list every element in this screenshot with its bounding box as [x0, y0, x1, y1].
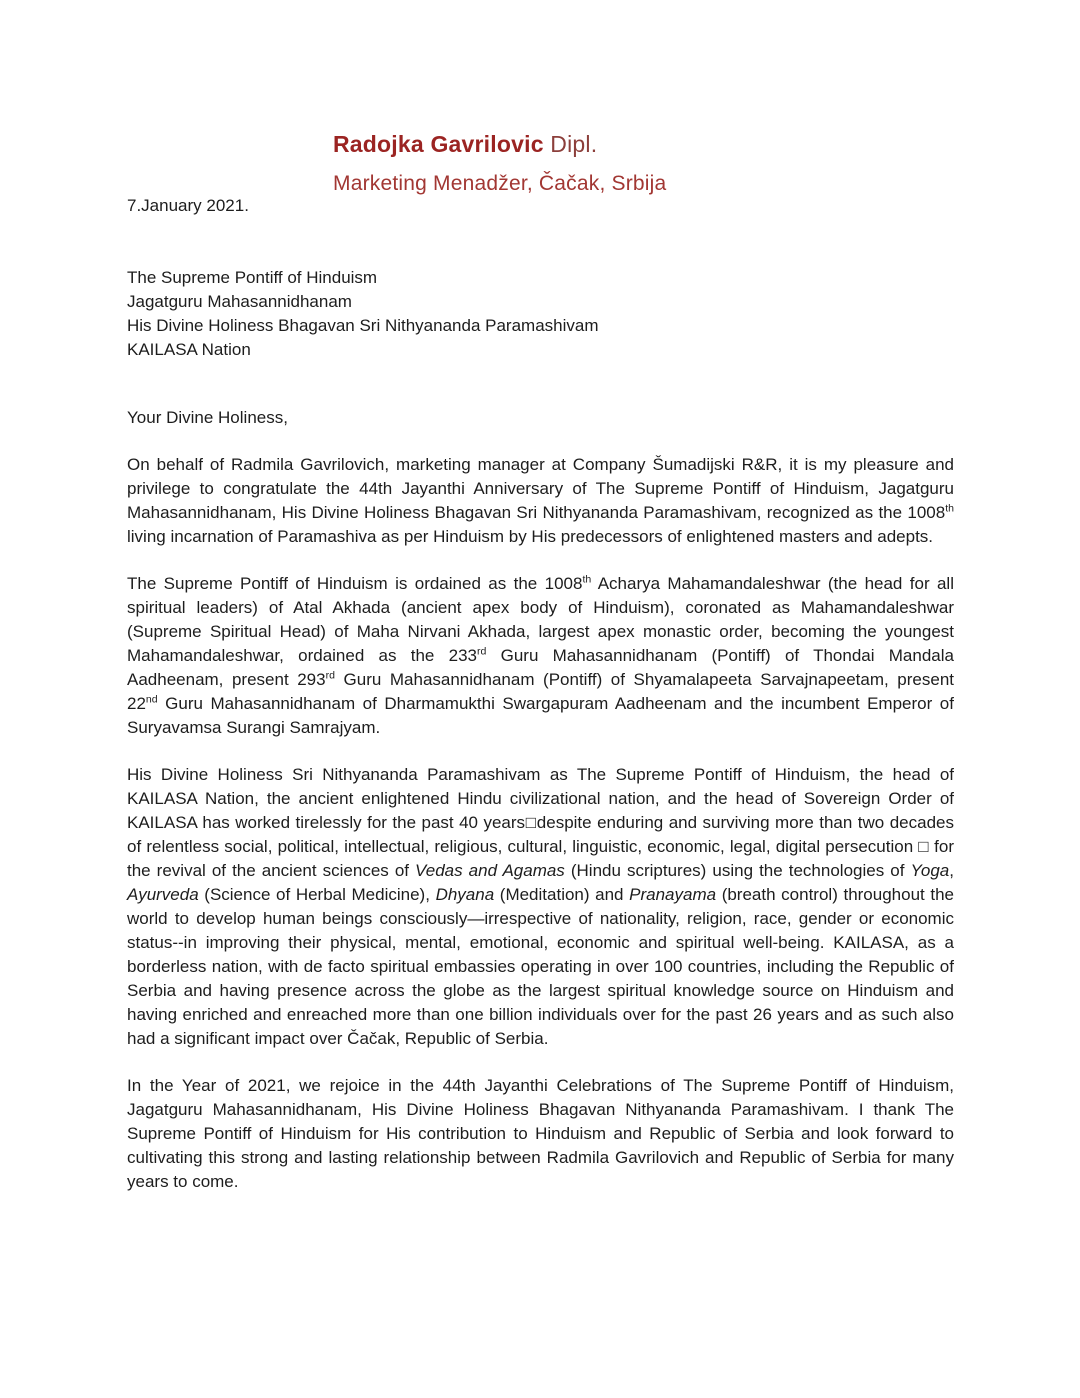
body-paragraph-3: His Divine Holiness Sri Nithyananda Paramashivam as The Supreme Pontiff of Hinduism, the head of KAILASA Nation, the ancient enlightened Hindu civilizational nation, and the head of Sovereign Order of KAILASA has worked tirelessly for the past 40 years□despite enduring and surviving more than two decades of relentless social, political, intellectual, religious, cultural, linguistic, economic, legal, digital persecution □ for the revival of the ancient sciences of Vedas and Agamas (Hindu scriptures) using the technologies of Yoga, Ayurveda (Science of Herbal Medicine), Dhyana (Meditation) and Pranayama (breath control) throughout the world to develop human beings consciously—irrespective of nationality, religion, race, gender or economic status--in improving their physical, mental, emotional, economic and spiritual well-being. KAILASA, as a borderless nation, with de facto spiritual embassies operating in over 100 countries, including the Republic of Serbia and having presence across the globe as the largest spiritual knowledge source on Hinduism and having enriched and enreached more than one billion individuals over for the past 26 years and as such also had a significant impact over Čačak, Republic of Serbia.: [127, 765, 954, 1048]
body-paragraph-2: The Supreme Pontiff of Hinduism is ordained as the 1008th Acharya Mahamandaleshwar (the head for all spiritual leaders) of Atal Akhada (ancient apex body of Hinduism), coronated as Mahamandaleshwar (Supreme Spiritual Head) of Maha Nirvani Akhada, largest apex monastic order, becoming the youngest Mahamandaleshwar, ordained as the 233rd Guru Mahasannidhanam (Pontiff) of Thondai Mandala Aadheenam, present 293rd Guru Mahasannidhanam (Pontiff) of Shyamalapeeta Sarvajnapeetam, present 22nd Guru Mahasannidhanam of Dharmamukthi Swargapuram Aadheenam and the incumbent Emperor of Suryavamsa Surangi Samrajyam.: [127, 573, 955, 737]
recipient-line: The Supreme Pontiff of Hinduism: [127, 268, 378, 287]
salutation: Your Divine Holiness,: [127, 408, 288, 427]
body-paragraph-1: On behalf of Radmila Gavrilovich, marketing manager at Company Šumadijski R&R, it is my pleasure and privilege to congratulate the 44th Jayanthi Anniversary of The Supreme Pontiff of Hinduism, Jagatguru Mahasannidhanam, His Divine Holiness Bhagavan Sri Nithyananda Paramashivam, recognized as the 1008th living incarnation of Paramashiva as per Hinduism by His predecessors of enlightened masters and adepts.: [127, 455, 954, 546]
letter-date: 7.January 2021.: [127, 196, 249, 215]
letterhead-subtitle: Marketing Menadžer, Čačak, Srbija: [333, 172, 667, 195]
body-paragraph-4: In the Year of 2021, we rejoice in the 44th Jayanthi Celebrations of The Supreme Pontiff of Hinduism, Jagatguru Mahasannidhanam, His Divine Holiness Bhagavan Nithyananda Paramashivam. I thank The Supreme Pontiff of Hinduism for His contribution to Hinduism and Republic of Serbia and look forward to cultivating this strong and lasting relationship between Radmila Gavrilovich and Republic of Serbia for many years to come.: [127, 1076, 954, 1191]
recipient-line: His Divine Holiness Bhagavan Sri Nithyananda Paramashivam: [127, 316, 599, 335]
letterhead-name-suffix: Dipl.: [543, 131, 598, 157]
recipient-block: [127, 266, 954, 362]
letter-body: [127, 266, 954, 1194]
recipient-line: Jagatguru Mahasannidhanam: [127, 292, 352, 311]
letterhead: [333, 131, 666, 196]
letterhead-name-line: [333, 131, 666, 157]
letterhead-name: Radojka Gavrilovic: [333, 131, 544, 157]
recipient-line: KAILASA Nation: [127, 340, 251, 359]
